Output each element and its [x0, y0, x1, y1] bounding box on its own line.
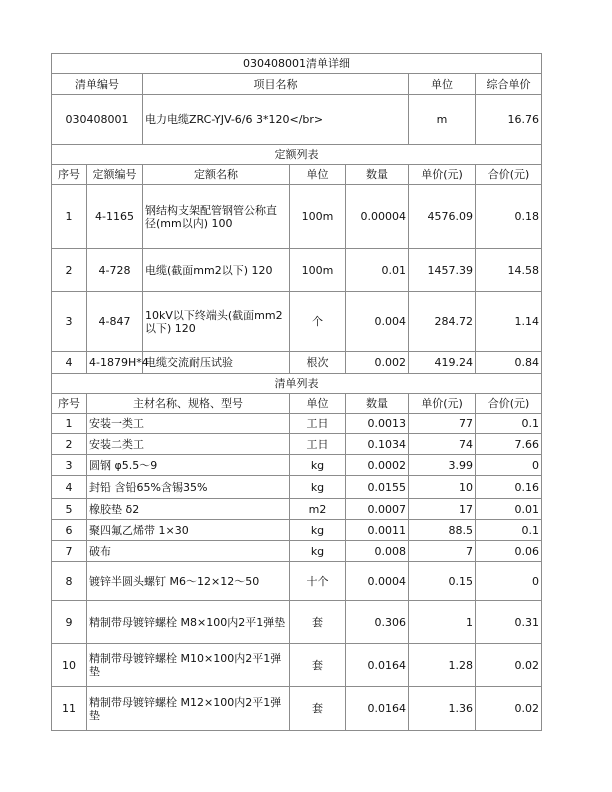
- material-total: 0.02: [476, 687, 542, 731]
- material-row: [52, 644, 542, 687]
- material-unit: 工日: [290, 414, 346, 434]
- quota-code: 4-1165: [87, 185, 143, 249]
- material-name: 聚四氟乙烯带 1×30: [87, 520, 290, 541]
- quota-section-title: 定额列表: [52, 145, 542, 165]
- material-row: [52, 476, 542, 499]
- material-price: 10: [409, 476, 476, 499]
- quota-col-name: 定额名称: [143, 165, 290, 185]
- header-name-label: 项目名称: [143, 74, 409, 95]
- quota-code: 4-728: [87, 249, 143, 292]
- material-total: 7.66: [476, 434, 542, 455]
- material-price: 17: [409, 499, 476, 520]
- quota-no: 1: [52, 185, 87, 249]
- quota-price: 1457.39: [409, 249, 476, 292]
- material-no: 4: [52, 476, 87, 499]
- quota-no: 2: [52, 249, 87, 292]
- table-title: 030408001清单详细: [52, 54, 542, 74]
- material-total: 0.06: [476, 541, 542, 562]
- material-name: 橡胶垫 δ2: [87, 499, 290, 520]
- quota-total: 1.14: [476, 292, 542, 352]
- material-no: 8: [52, 562, 87, 601]
- material-total: 0.1: [476, 414, 542, 434]
- material-name: 镀锌半圆头螺钉 M6～12×12～50: [87, 562, 290, 601]
- quota-col-no: 序号: [52, 165, 87, 185]
- materials-col-price: 单价(元): [409, 394, 476, 414]
- quota-unit: 个: [290, 292, 346, 352]
- quota-row: [52, 352, 542, 374]
- material-unit: 套: [290, 644, 346, 687]
- material-unit: kg: [290, 541, 346, 562]
- material-qty: 0.0011: [346, 520, 409, 541]
- quota-qty: 0.00004: [346, 185, 409, 249]
- material-price: 77: [409, 414, 476, 434]
- material-qty: 0.0155: [346, 476, 409, 499]
- material-total: 0.1: [476, 520, 542, 541]
- quota-unit: 100m: [290, 185, 346, 249]
- quota-qty: 0.01: [346, 249, 409, 292]
- material-price: 1.36: [409, 687, 476, 731]
- quota-name: 10kV以下终端头(截面mm2以下) 120: [143, 292, 290, 352]
- material-row: [52, 562, 542, 601]
- quota-unit: 根次: [290, 352, 346, 374]
- item-unit: m: [409, 95, 476, 145]
- material-price: 1: [409, 601, 476, 644]
- material-row: [52, 455, 542, 476]
- material-unit: 套: [290, 601, 346, 644]
- material-qty: 0.0164: [346, 644, 409, 687]
- materials-col-unit: 单位: [290, 394, 346, 414]
- material-name: 封铅 含铅65%含锡35%: [87, 476, 290, 499]
- material-price: 88.5: [409, 520, 476, 541]
- material-row: [52, 434, 542, 455]
- quota-row: [52, 249, 542, 292]
- header-price-label: 综合单价: [476, 74, 542, 95]
- quota-col-unit: 单位: [290, 165, 346, 185]
- quota-no: 4: [52, 352, 87, 374]
- quota-total: 14.58: [476, 249, 542, 292]
- quota-total: 0.84: [476, 352, 542, 374]
- material-qty: 0.0007: [346, 499, 409, 520]
- item-code: 030408001: [52, 95, 143, 145]
- material-qty: 0.1034: [346, 434, 409, 455]
- material-qty: 0.0004: [346, 562, 409, 601]
- material-unit: m2: [290, 499, 346, 520]
- material-qty: 0.306: [346, 601, 409, 644]
- material-unit: kg: [290, 520, 346, 541]
- quota-col-qty: 数量: [346, 165, 409, 185]
- materials-col-name: 主材名称、规格、型号: [87, 394, 290, 414]
- material-row: [52, 541, 542, 562]
- quota-name: 电缆交流耐压试验: [143, 352, 290, 374]
- material-total: 0.01: [476, 499, 542, 520]
- material-name: 精制带母镀锌螺栓 M8×100内2平1弹垫: [87, 601, 290, 644]
- material-row: [52, 499, 542, 520]
- material-price: 1.28: [409, 644, 476, 687]
- quota-col-code: 定额编号: [87, 165, 143, 185]
- header-code-label: 清单编号: [52, 74, 143, 95]
- item-price: 16.76: [476, 95, 542, 145]
- item-name: 电力电缆ZRC-YJV-6/6 3*120</br>: [143, 95, 409, 145]
- header-unit-label: 单位: [409, 74, 476, 95]
- material-price: 7: [409, 541, 476, 562]
- quota-col-total: 合价(元): [476, 165, 542, 185]
- materials-col-qty: 数量: [346, 394, 409, 414]
- quota-no: 3: [52, 292, 87, 352]
- material-total: 0.02: [476, 644, 542, 687]
- quota-qty: 0.004: [346, 292, 409, 352]
- quota-code: 4-1879H*4: [87, 352, 143, 374]
- material-no: 6: [52, 520, 87, 541]
- material-qty: 0.0164: [346, 687, 409, 731]
- material-unit: 套: [290, 687, 346, 731]
- material-no: 5: [52, 499, 87, 520]
- material-no: 3: [52, 455, 87, 476]
- materials-col-no: 序号: [52, 394, 87, 414]
- quota-row: [52, 185, 542, 249]
- material-no: 11: [52, 687, 87, 731]
- material-qty: 0.0013: [346, 414, 409, 434]
- material-name: 精制带母镀锌螺栓 M12×100内2平1弹垫: [87, 687, 290, 731]
- material-no: 10: [52, 644, 87, 687]
- quota-name: 电缆(截面mm2以下) 120: [143, 249, 290, 292]
- quota-total: 0.18: [476, 185, 542, 249]
- material-qty: 0.008: [346, 541, 409, 562]
- material-row: [52, 687, 542, 731]
- quota-name: 钢结构支架配管钢管公称直径(mm以内) 100: [143, 185, 290, 249]
- material-unit: 十个: [290, 562, 346, 601]
- material-price: 74: [409, 434, 476, 455]
- quota-code: 4-847: [87, 292, 143, 352]
- material-row: [52, 601, 542, 644]
- material-no: 2: [52, 434, 87, 455]
- materials-col-total: 合价(元): [476, 394, 542, 414]
- material-qty: 0.0002: [346, 455, 409, 476]
- material-no: 1: [52, 414, 87, 434]
- material-price: 0.15: [409, 562, 476, 601]
- material-name: 圆钢 φ5.5～9: [87, 455, 290, 476]
- quota-price: 284.72: [409, 292, 476, 352]
- material-name: 安装一类工: [87, 414, 290, 434]
- quota-price: 4576.09: [409, 185, 476, 249]
- materials-section-title: 清单列表: [52, 374, 542, 394]
- material-total: 0.16: [476, 476, 542, 499]
- quota-unit: 100m: [290, 249, 346, 292]
- quota-row: [52, 292, 542, 352]
- material-row: [52, 520, 542, 541]
- material-total: 0: [476, 562, 542, 601]
- bill-detail-table: [51, 53, 542, 731]
- material-name: 精制带母镀锌螺栓 M10×100内2平1弹垫: [87, 644, 290, 687]
- material-name: 破布: [87, 541, 290, 562]
- material-row: [52, 414, 542, 434]
- material-unit: kg: [290, 476, 346, 499]
- quota-col-price: 单价(元): [409, 165, 476, 185]
- material-unit: 工日: [290, 434, 346, 455]
- quota-qty: 0.002: [346, 352, 409, 374]
- material-total: 0: [476, 455, 542, 476]
- material-price: 3.99: [409, 455, 476, 476]
- quota-price: 419.24: [409, 352, 476, 374]
- material-name: 安装二类工: [87, 434, 290, 455]
- material-no: 9: [52, 601, 87, 644]
- material-unit: kg: [290, 455, 346, 476]
- material-total: 0.31: [476, 601, 542, 644]
- material-no: 7: [52, 541, 87, 562]
